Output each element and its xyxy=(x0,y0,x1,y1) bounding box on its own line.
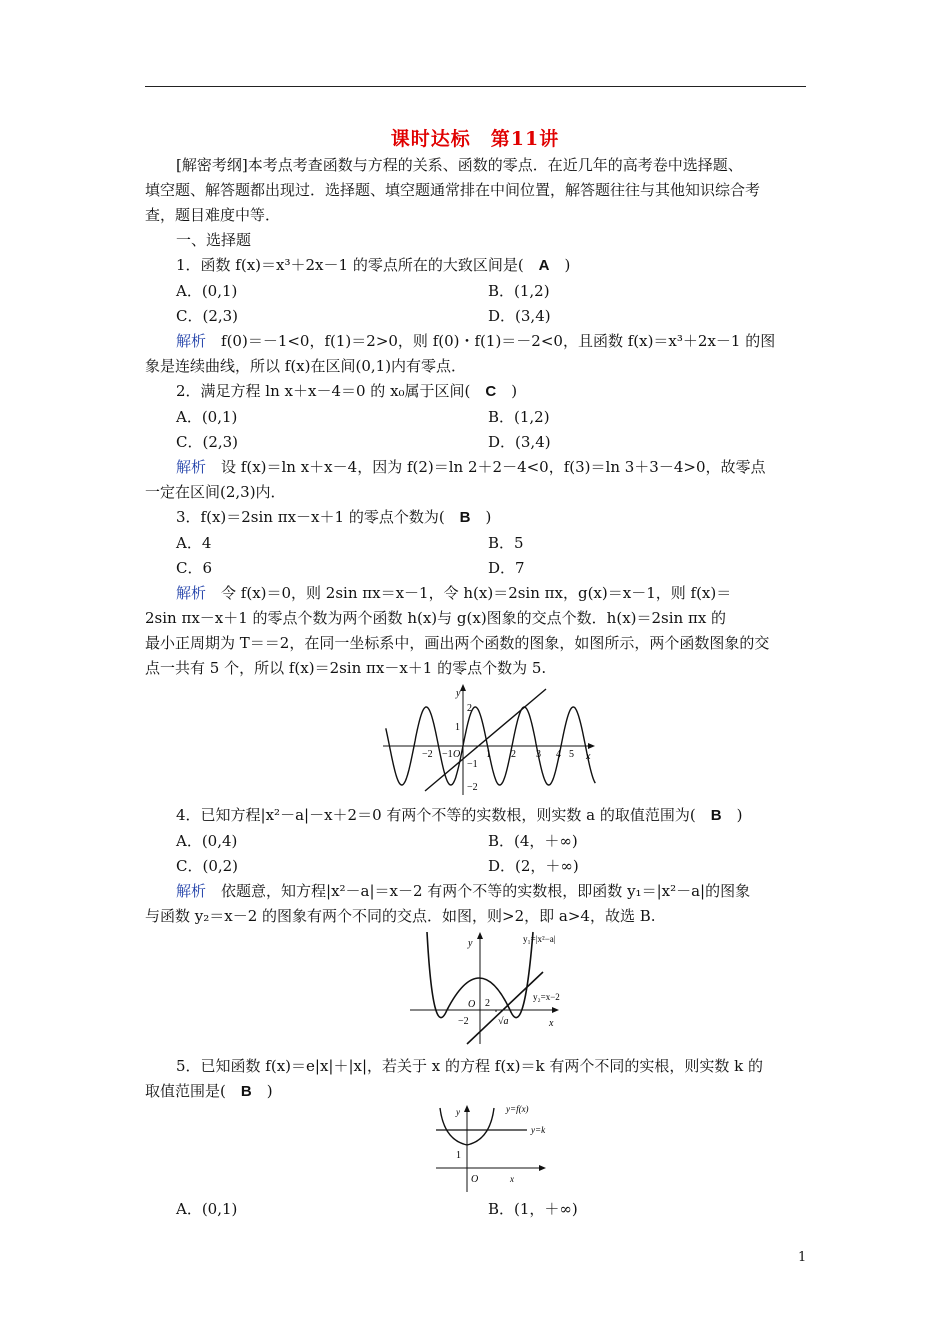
q3-y-arrow xyxy=(460,684,466,691)
q4-x-label: x xyxy=(549,1018,554,1029)
q5-y-label: y xyxy=(456,1107,460,1117)
intro-line-2: 填空题、解答题都出现过．选择题、填空题通常排在中间位置，解答题往往与其他知识综合考 xyxy=(145,181,761,199)
q4-option-b: B．(4，＋∞) xyxy=(488,832,578,850)
q2-explanation-label: 解析 xyxy=(176,458,207,476)
q3-stem: 3．f(x)＝2sin πx－x＋1 的零点个数为( B ) xyxy=(176,508,492,526)
q3-line-g xyxy=(425,689,546,791)
q3-xtick-2: 2 xyxy=(511,749,516,760)
q3-explanation-1: 解析 令 f(x)＝0，则 2sin πx＝x－1，令 h(x)＝2sin πx，g(x)＝x－1，则 f(x)＝ xyxy=(176,584,732,602)
q3-xtick-4: 4 xyxy=(556,749,561,760)
q5-x-arrow xyxy=(539,1165,546,1171)
q5-stem-1: 5．已知函数 f(x)＝e|x|＋|x|，若关于 x 的方程 f(x)＝k 有两个不同的实根，则实数 k 的 xyxy=(176,1057,764,1075)
q3-xtick-m2: −2 xyxy=(422,749,433,760)
q3-option-d: D．7 xyxy=(488,559,525,577)
q2-stem: 2．满足方程 ln x＋x－4＝0 的 x₀属于区间( C ) xyxy=(176,382,518,400)
q2-explanation-1: 解析 设 f(x)＝ln x＋x－4，因为 f(2)＝ln 2＋2－4<0，f(3)＝ln 3＋3－4>0，故零点 xyxy=(176,458,766,476)
q1-explanation-1: 解析 f(0)＝－1<0，f(1)＝2>0，则 f(0)・f(1)＝－2<0，且函数 f(x)＝x³＋2x－1 的图 xyxy=(176,332,776,350)
q5-y-arrow xyxy=(464,1105,470,1112)
q2-option-a: A．(0,1) xyxy=(176,408,238,426)
q4-x-arrow xyxy=(552,1007,559,1013)
q2-answer: C xyxy=(485,383,497,400)
q4-y-arrow xyxy=(477,932,483,939)
intro-line-1: [解密考纲]本考点考查函数与方程的关系、函数的零点．在近几年的高考卷中选择题、 xyxy=(176,156,743,174)
q3-ytick-m1: −1 xyxy=(467,759,478,770)
q3-explanation-3: 最小正周期为 T＝＝2，在同一坐标系中，画出两个函数的图象，如图所示，两个函数图象的交 xyxy=(145,634,770,652)
q5-stem-2: 取值范围是( B ) xyxy=(145,1082,273,1100)
q4-label-y2: y₂=x−2 xyxy=(533,992,560,1002)
q3-ytick-1: 1 xyxy=(455,722,460,733)
header-rule xyxy=(145,86,806,87)
q5-label-k: y=k xyxy=(531,1125,546,1135)
q4-option-a: A．(0,4) xyxy=(176,832,238,850)
page-number: 1 xyxy=(798,1250,807,1265)
q4-figure xyxy=(405,928,590,1048)
q3-ytick-2: 2 xyxy=(467,703,472,714)
q5-tick-1: 1 xyxy=(456,1150,461,1161)
q5-x-label: x xyxy=(510,1174,514,1184)
q4-explanation-2: 与函数 y₂＝x－2 的图象有两个不同的交点．如图，则>2，即 a>4，故选 B. xyxy=(145,907,656,925)
q3-xtick-3: 3 xyxy=(536,749,541,760)
q4-explanation-label: 解析 xyxy=(176,882,207,900)
q3-option-b: B．5 xyxy=(488,534,524,552)
q5-answer: B xyxy=(240,1083,252,1100)
q3-explanation-4: 点一共有 5 个，所以 f(x)＝2sin πx－x＋1 的零点个数为 5. xyxy=(145,659,547,677)
q3-y-label: y xyxy=(456,688,461,699)
q3-figure xyxy=(383,683,598,796)
q4-stem: 4．已知方程|x²－a|－x＋2＝0 有两个不等的实数根，则实数 a 的取值范围为( B ) xyxy=(176,806,743,824)
q2-option-d: D．(3,4) xyxy=(488,433,551,451)
q4-tick-2: 2 xyxy=(485,998,490,1009)
q2-option-b: B．(1,2) xyxy=(488,408,550,426)
q3-xtick-m1: −1 xyxy=(442,749,453,760)
q3-answer: B xyxy=(459,509,471,526)
q5-option-b: B．(1，＋∞) xyxy=(488,1200,578,1218)
q3-origin: O xyxy=(453,749,461,760)
q5-option-a: A．(0,1) xyxy=(176,1200,238,1218)
q1-stem: 1．函数 f(x)＝x³＋2x－1 的零点所在的大致区间是( A ) xyxy=(176,256,571,274)
q3-xtick-1: 1 xyxy=(486,749,491,760)
q3-ytick-m2: −2 xyxy=(467,782,478,793)
intro-line-3: 查，题目难度中等． xyxy=(145,206,281,224)
q4-tick-neg2: −2 xyxy=(458,1016,469,1027)
q4-tick-sqrt-a: √a xyxy=(498,1016,509,1027)
q4-origin: O xyxy=(468,999,476,1010)
q3-explanation-2: 2sin πx－x＋1 的零点个数为两个函数 h(x)与 g(x)图象的交点个数．h(x)＝2sin πx 的 xyxy=(145,609,727,627)
q3-xtick-5: 5 xyxy=(569,749,574,760)
q1-option-b: B．(1,2) xyxy=(488,282,550,300)
q3-explanation-label: 解析 xyxy=(176,584,207,602)
q4-line-y2 xyxy=(467,972,543,1044)
q4-label-y1: y₁=|x²−a| xyxy=(523,934,556,944)
q2-option-c: C．(2,3) xyxy=(176,433,239,451)
q4-explanation-1: 解析 依题意，知方程|x²－a|＝x－2 有两个不等的实数根，即函数 y₁＝|x²－a|的图象 xyxy=(176,882,751,900)
q1-explanation-label: 解析 xyxy=(176,332,207,350)
q3-option-a: A．4 xyxy=(176,534,212,552)
q3-x-label: x xyxy=(586,751,591,762)
q2-explanation-2: 一定在区间(2,3)内． xyxy=(145,483,286,501)
q4-option-c: C．(0,2) xyxy=(176,857,239,875)
q1-explanation-2: 象是连续曲线，所以 f(x)在区间(0,1)内有零点． xyxy=(145,357,467,375)
q5-figure xyxy=(432,1102,562,1194)
q1-option-a: A．(0,1) xyxy=(176,282,238,300)
q5-origin: O xyxy=(471,1174,479,1185)
q3-x-arrow xyxy=(588,743,595,749)
q1-option-d: D．(3,4) xyxy=(488,307,551,325)
q1-answer: A xyxy=(538,257,550,274)
q3-option-c: C．6 xyxy=(176,559,213,577)
q4-option-d: D．(2，＋∞) xyxy=(488,857,579,875)
q4-answer: B xyxy=(710,807,722,824)
q5-label-fx: y=f(x) xyxy=(506,1104,529,1114)
q4-y-label: y xyxy=(468,938,473,949)
page-title: 课时达标 第11讲 xyxy=(390,128,560,150)
section-heading: 一、选择题 xyxy=(176,231,252,249)
q1-option-c: C．(2,3) xyxy=(176,307,239,325)
